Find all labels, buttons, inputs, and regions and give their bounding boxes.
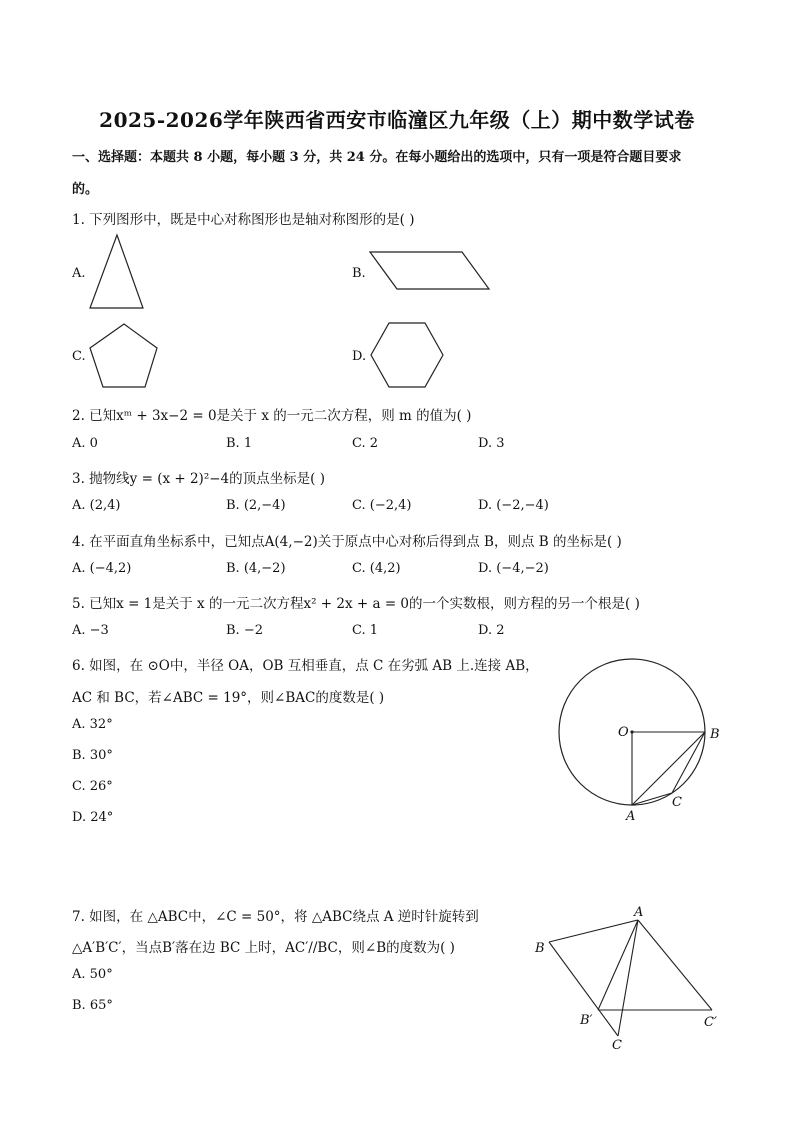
q5-option-a: A. −3 [72,623,109,638]
q5-option-b: B. −2 [226,623,263,638]
q2-option-d: D. 3 [478,436,505,451]
section-heading: 一、选择题：本题共 8 小题，每小题 3 分，共 24 分。在每小题给出的选项中，只有一项是符合题目要求 [72,150,682,165]
label-a: A [634,905,644,920]
segment-ac-prime [638,920,712,1010]
label-c: C [672,795,682,810]
q6-option-a: A. 32° [72,717,113,732]
q3-option-a: A. (2,4) [72,498,121,513]
q6-option-b: B. 30° [72,748,113,763]
q2-option-a: A. 0 [72,436,98,451]
question-6-stem-line2: AC 和 BC，若∠ABC = 19°，则∠BAC的度数是( ) [72,690,385,706]
question-6-stem-line1: 6. 如图，在 ⊙O中，半径 OA，OB 互相垂直，点 C 在劣弧 AB 上.连接 AB， [72,658,539,674]
label-a: A [626,809,636,824]
question-7-stem-line1: 7. 如图，在 △ABC中，∠C = 50°，将 △ABC绕点 A 逆时针旋转到 [72,909,479,925]
label-c: C [612,1038,622,1053]
q5-option-d: D. 2 [478,623,505,638]
q1-option-c-label: C. [72,349,86,364]
q3-option-c: C. (−2,4) [352,498,412,513]
question-5-stem: 5. 已知x = 1是关于 x 的一元二次方程x² + 2x + a = 0的一个实数根，则方程的另一个根是( ) [72,596,640,612]
segment-ab [549,920,638,942]
q4-option-d: D. (−4,−2) [478,561,549,576]
question-3-stem: 3. 抛物线y = (x + 2)²−4的顶点坐标是( ) [72,471,325,487]
q2-option-b: B. 1 [226,436,253,451]
q4-option-c: C. (4,2) [352,561,401,576]
q1-option-b-label: B. [352,266,366,281]
q5-option-c: C. 1 [352,623,379,638]
q4-option-b: B. (4,−2) [226,561,286,576]
question-2-stem: 2. 已知xᵐ + 3x−2 = 0是关于 x 的一元二次方程，则 m 的值为( ) [72,408,472,424]
question-4-stem: 4. 在平面直角坐标系中，已知点A(4,−2)关于原点中心对称后得到点 B，则点 B 的坐标是( ) [72,534,622,550]
q7-option-a: A. 50° [72,967,113,982]
section-heading-cont: 的。 [72,182,99,197]
q6-option-c: C. 26° [72,779,113,794]
question-1-stem: 1. 下列图形中，既是中心对称图形也是轴对称图形的是( ) [72,212,415,228]
segment-ab-prime [598,920,638,1010]
question-7-stem-line2: △A′B′C′，当点B′落在边 BC 上时，AC′//BC，则∠B的度数为( ) [72,940,455,956]
q6-option-d: D. 24° [72,810,114,825]
label-b: B [710,727,720,742]
label-c-prime: C′ [704,1015,717,1030]
q7-option-b: B. 65° [72,998,113,1013]
q3-option-b: B. (2,−4) [226,498,286,513]
q2-option-c: C. 2 [352,436,379,451]
label-o: O [618,725,629,740]
q1-option-d-label: D. [352,349,367,364]
q1-option-a-label: A. [72,266,86,281]
label-b-prime: B′ [580,1013,593,1028]
q3-option-d: D. (−2,−4) [478,498,549,513]
q4-option-a: A. (−4,2) [72,561,132,576]
segment-ac [618,920,638,1036]
page-title: 2025-2026学年陕西省西安市临潼区九年级（上）期中数学试卷 [99,108,695,132]
label-b: B [535,941,545,956]
